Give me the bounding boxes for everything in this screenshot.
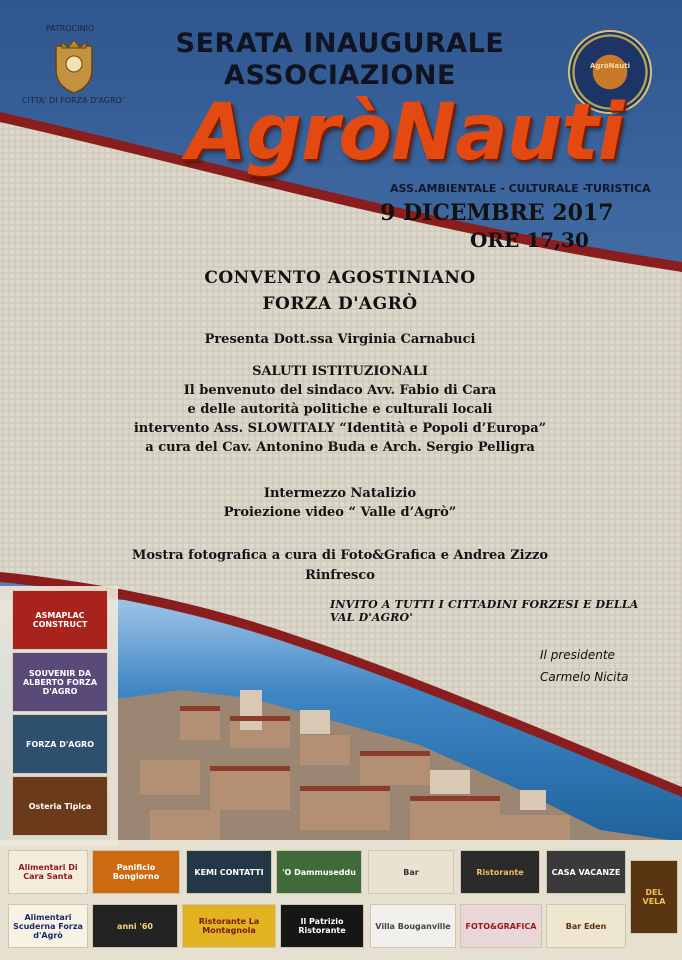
greeting-line-2: e delle autorità politiche e culturali locali [187, 402, 493, 417]
greeting-line-1: Il benvenuto del sindaco Avv. Fabio di Cara [183, 383, 497, 398]
venue-line2: FORZA D'AGRÒ [262, 294, 418, 314]
greeting-line-4: a cura del Cav. Antonino Buda e Arch. Sergio Pelligra [145, 440, 535, 455]
sponsor-ad: Alimentari Di Cara Santa [8, 850, 88, 894]
patronage-label: PATROCINIO [45, 24, 95, 33]
presenter-line: Presenta Dott.ssa Virginia Carnabuci [204, 332, 476, 347]
sponsor-ad: Ristorante La Montagnola [182, 904, 276, 948]
sidebar-ad: FORZA D'AGRO [12, 714, 108, 774]
sponsor-ad: Bar [368, 850, 454, 894]
association-subtitle: ASS.AMBIENTALE - CULTURALE -TURISTICA [390, 182, 651, 195]
sponsor-ad: 'O Dammuseddu [276, 850, 362, 894]
sidebar-ad: ASMAPLAC CONSTRUCT [12, 590, 108, 650]
brand-name: AgròNauti [186, 88, 624, 178]
invitation-line: INVITO A TUTTI I CITTADINI FORZESI E DELLA VAL D'AGRO' [330, 598, 639, 624]
interlude-line: Intermezzo Natalizio [263, 486, 417, 501]
sponsor-ad: Alimentari Scuderna Forza d'Agrò [8, 904, 88, 948]
event-date: 9 DICEMBRE 2017 [380, 200, 614, 226]
sponsor-ad: KEMI CONTATTI [186, 850, 272, 894]
sponsor-ad: CASA VACANZE [546, 850, 626, 894]
sidebar-ad: Osteria Tipica [12, 776, 108, 836]
event-time: ORE 17,30 [470, 228, 589, 252]
exhibit-line: Mostra fotografica a cura di Foto&Grafica e Andrea Zizzo [131, 548, 549, 563]
sponsor-ad: Il Patrizio Ristorante [280, 904, 364, 948]
seal-text: AgròNauti [589, 62, 630, 70]
venue-line1: CONVENTO AGOSTINIANO [204, 268, 476, 288]
sponsor-ad: Villa Bouganville [370, 904, 456, 948]
sponsor-ad: Panificio Bongiorno [92, 850, 180, 894]
town-name-label: CITTA' DI FORZA D'AGRO' [21, 96, 125, 105]
headline-line2: ASSOCIAZIONE [224, 60, 456, 91]
sidebar-ad: SOUVENIR DA ALBERTO FORZA D'AGRO [12, 652, 108, 712]
president-title: Il presidente [540, 648, 615, 662]
sponsor-ad: Bar Eden [546, 904, 626, 948]
sponsor-ad: Ristorante [460, 850, 540, 894]
headline-line1: SERATA INAUGURALE [175, 28, 505, 59]
refreshment-line: Rinfresco [305, 568, 375, 583]
greeting-line-3: intervento Ass. SLOWITALY “Identità e Popoli d’Europa” [133, 421, 547, 436]
video-line: Proiezione video “ Valle d’Agrò” [223, 505, 457, 520]
president-name: Carmelo Nicita [540, 670, 629, 684]
sponsor-ad: DEL VELA [630, 860, 678, 934]
greetings-title: SALUTI ISTITUZIONALI [252, 364, 428, 379]
sponsor-ad: FOTO&GRAFICA [460, 904, 542, 948]
sponsor-ad: anni '60 [92, 904, 178, 948]
